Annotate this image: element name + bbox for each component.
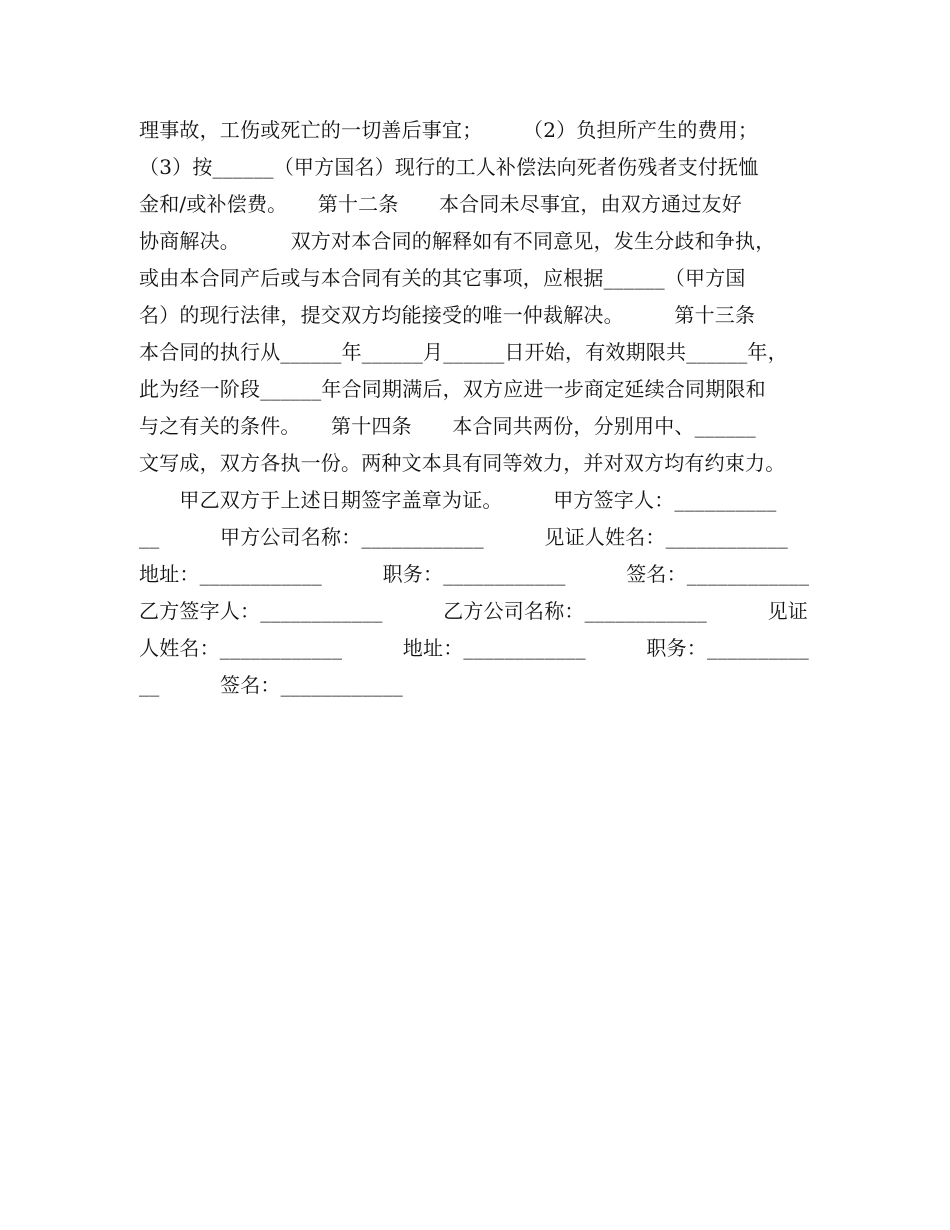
text-line (139, 334, 829, 371)
text-line-content: 人姓名：____________ 地址：____________ 职务：__________ (139, 636, 809, 660)
text-line (139, 556, 829, 593)
text-line (139, 223, 829, 260)
text-line-content: __ 甲方公司名称：____________ 见证人姓名：____________ (139, 525, 788, 549)
text-line (139, 260, 829, 297)
text-line (139, 593, 829, 630)
text-line (139, 482, 829, 519)
text-line (139, 630, 829, 667)
text-line-content: 地址：____________ 职务：____________ 签名：____________ (139, 562, 810, 586)
text-line (139, 297, 829, 334)
text-line-content: 甲乙双方于上述日期签字盖章为证。 甲方签字人：__________ (139, 488, 777, 512)
text-line (139, 408, 829, 445)
text-line-content: 理事故，工伤或死亡的一切善后事宜； （2）负担所产生的费用； (139, 118, 759, 142)
text-line (139, 112, 829, 149)
text-line-content: 此为经一阶段______年合同期满后，双方应进一步商定延续合同期限和 (139, 377, 766, 401)
text-line (139, 371, 829, 408)
text-line-content: 乙方签字人：____________ 乙方公司名称：____________ 见证 (139, 599, 808, 623)
text-line-content: 文写成，双方各执一份。两种文本具有同等效力，并对双方均有约束力。 (139, 451, 786, 475)
text-line-content: （3）按______（甲方国名）现行的工人补偿法向死者伤残者支付抚恤 (139, 155, 759, 179)
text-line-content: 与之有关的条件。 第十四条 本合同共两份，分别用中、______ (139, 414, 756, 438)
text-line-content: 协商解决。 双方对本合同的解释如有不同意见，发生分歧和争执， (139, 229, 776, 253)
text-line-content: 金和/或补偿费。 第十二条 本合同未尽事宜，由双方通过友好 (139, 192, 742, 216)
text-line (139, 149, 829, 186)
text-line (139, 445, 829, 482)
text-line-content: __ 签名：____________ (139, 673, 403, 697)
text-line (139, 667, 829, 704)
text-line (139, 186, 829, 223)
text-line-content: 名）的现行法律，提交双方均能接受的唯一仲裁解决。 第十三条 (139, 303, 756, 327)
text-line-content: 本合同的执行从______年______月______日开始，有效期限共______年， (139, 340, 788, 364)
contract-text-block (139, 112, 829, 704)
text-line-content: 或由本合同产后或与本合同有关的其它事项，应根据______（甲方国 (139, 266, 746, 290)
text-line (139, 519, 829, 556)
